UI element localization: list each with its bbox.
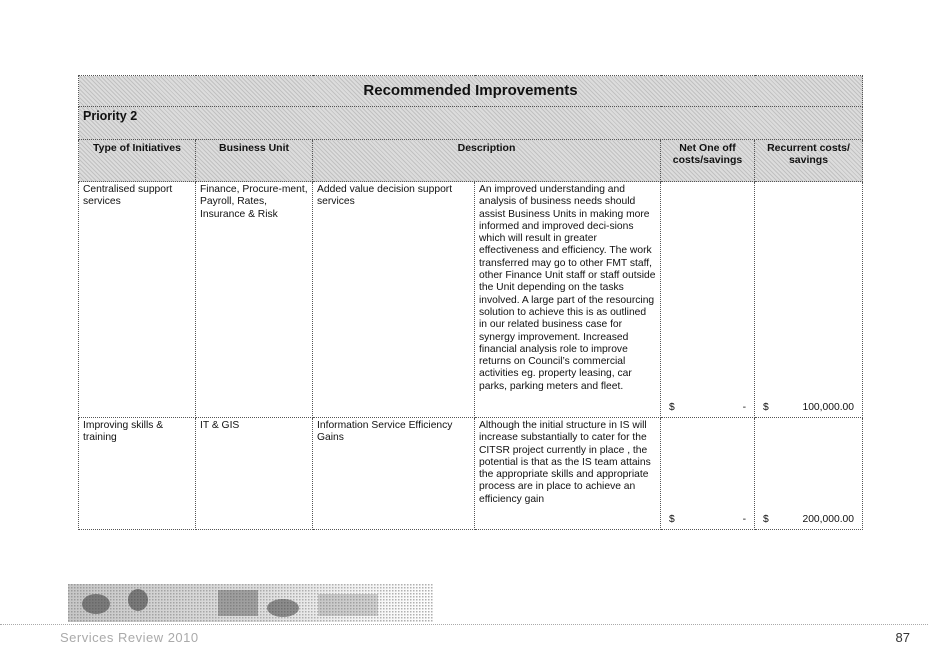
header-net-line1: Net One off <box>679 142 736 154</box>
row-business-unit: Finance, Procure-ment, Payroll, Rates, Insurance & Risk <box>196 182 313 418</box>
table-row <box>79 418 863 530</box>
row-recurrent-cost <box>755 418 863 530</box>
page-number: 87 <box>895 630 910 645</box>
recurrent-value: 200,000.00 <box>802 513 855 525</box>
header-description: Description <box>313 140 661 182</box>
net-value: - <box>742 401 746 413</box>
header-recurrent-line1: Recurrent costs/ <box>767 142 850 154</box>
footer-title: Services Review 2010 <box>60 630 199 645</box>
table-title: Recommended Improvements <box>79 76 863 107</box>
recurrent-value: 100,000.00 <box>802 401 855 413</box>
table-row <box>79 182 863 418</box>
row-detail: Although the initial structure in IS will increase substantially to cater for the CITSR project currently in place , the potential is that as the IS team attains the appropriate skills and appropriate process are in place to achieve an efficiency gain <box>475 418 661 530</box>
row-business-unit: IT & GIS <box>196 418 313 530</box>
net-value: - <box>742 513 746 525</box>
row-type: Centralised support services <box>79 182 196 418</box>
row-detail: An improved understanding and analysis of business needs should assist Business Units in making more informed and improved deci-sions which will result in greater effectiveness and efficiency. The work transferred may go to other FMT staff, other Finance Unit staff or staff outside the Unit depending on the tasks involved. A large part of the resourcing solution to achieve this is as outlined in our related business case for synergy improvement. Increased financial analysis role to improve returns on Council’s commercial activities eg. property leasing, car parks, parking meters and fleet. <box>475 182 661 418</box>
currency-symbol: $ <box>763 401 769 413</box>
footer-photo-strip <box>68 584 433 622</box>
header-net-one-off <box>661 140 755 182</box>
header-recurrent-line2: savings <box>788 153 829 166</box>
header-net-line2: costs/savings <box>672 153 743 166</box>
row-initiative: Added value decision support services <box>313 182 475 418</box>
row-net-cost <box>661 418 755 530</box>
currency-symbol: $ <box>669 513 675 525</box>
currency-symbol: $ <box>669 401 675 413</box>
recommended-improvements-table <box>78 75 863 530</box>
priority-label: Priority 2 <box>79 107 863 140</box>
row-net-cost <box>661 182 755 418</box>
row-recurrent-cost <box>755 182 863 418</box>
header-business-unit: Business Unit <box>196 140 313 182</box>
header-type: Type of Initiatives <box>79 140 196 182</box>
header-recurrent <box>755 140 863 182</box>
currency-symbol: $ <box>763 513 769 525</box>
row-initiative: Information Service Efficiency Gains <box>313 418 475 530</box>
row-type: Improving skills & training <box>79 418 196 530</box>
footer-divider <box>0 624 928 625</box>
